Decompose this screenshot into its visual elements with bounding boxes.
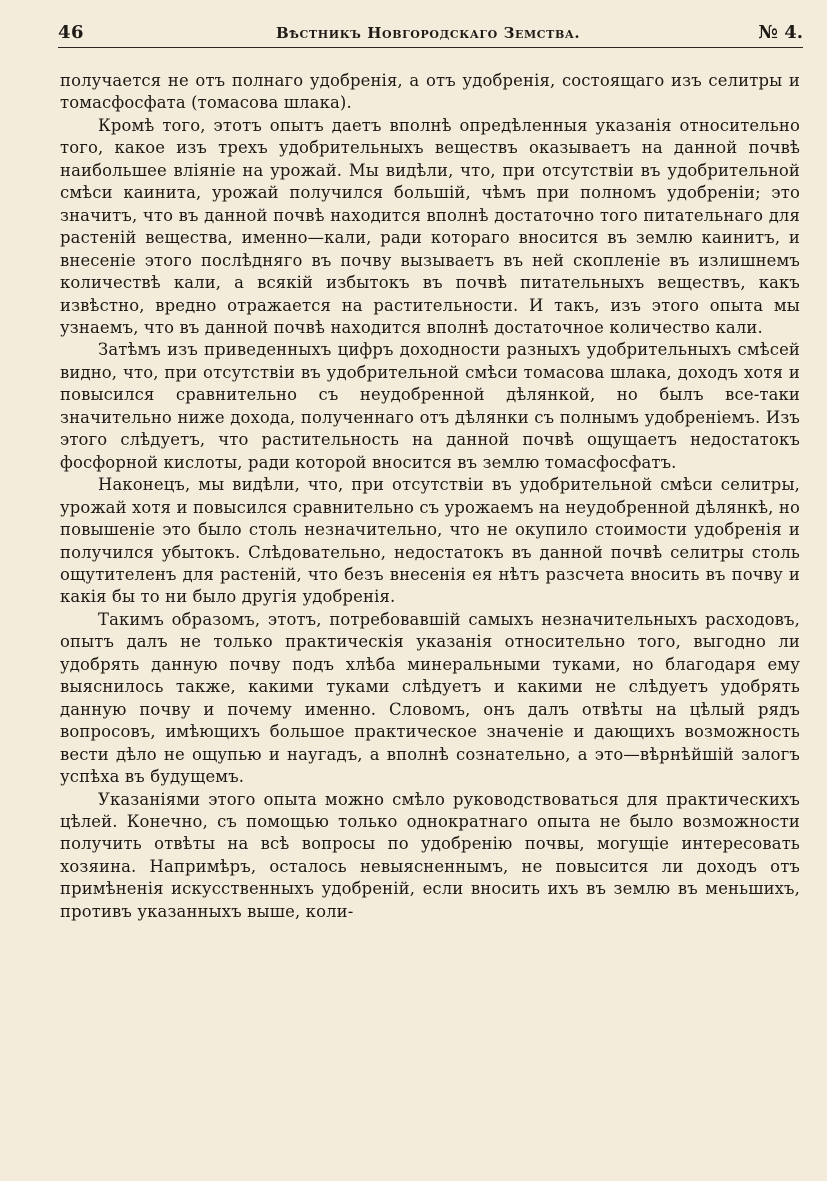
paragraph-6: Указаніями этого опыта можно смѣло руководствоваться для практическихъ цѣлей. Конечно, съ помощью только однократнаго опыта не было возможности получить отвѣты на всѣ вопросы по удобренію почвы, могущіе интересовать хозяина. Напримѣръ, осталось невыясненнымъ, не повысится ли доходъ отъ примѣненія искусственныхъ удобреній, если вносить ихъ въ землю въ меньшихъ, противъ указанныхъ выше, коли- [60, 789, 800, 921]
paragraph-3: Затѣмъ изъ приведенныхъ цифръ доходности разныхъ удобрительныхъ смѣсей видно, что, при отсутствіи въ удобрительной смѣси томасова шлака, доходъ хотя и повысился сравнительно съ неудобренной дѣлянкой, но былъ все-таки значительно ниже дохода, полученнаго отъ дѣлянки съ полнымъ удобреніемъ. Изъ этого слѣдуетъ, что растительность на данной почвѣ ощущаетъ недостатокъ фосфорной кислоты, ради которой вносится въ землю томасфосфатъ. [60, 340, 800, 472]
page-number: 46 [58, 22, 85, 43]
body-text [60, 70, 800, 923]
page-header [58, 20, 803, 46]
paragraph-1: получается не отъ полнаго удобренія, а отъ удобренія, состоящаго изъ селитры и томасфосфата (томасова шлака). [60, 71, 800, 113]
journal-title: Вѣстникъ Новгородскаго Земства. [276, 24, 581, 42]
header-rule [58, 47, 803, 48]
paragraph-2: Кромѣ того, этотъ опытъ даетъ вполнѣ опредѣленныя указанія относительно того, какое изъ трехъ удобрительныхъ веществъ оказываетъ на данной почвѣ наибольшее вліяніе на урожай. Мы видѣли, что, при отсутствіи въ удобрительной смѣси каинита, урожай получился большій, чѣмъ при полномъ удобреніи; это значитъ, что въ данной почвѣ находится вполнѣ достаточно того питательнаго для растеній вещества, именно—кали, ради котораго вносится въ землю каинитъ, и внесеніе этого послѣдняго въ почву вызываетъ въ ней скопленіе въ излишнемъ количествѣ кали, а всякій избытокъ въ почвѣ питательныхъ веществъ, какъ извѣстно, вредно отражается на растительности. И такъ, изъ этого опыта мы узнаемъ, что въ данной почвѣ находится вполнѣ достаточное количество кали. [60, 115, 800, 337]
paragraph-4: Наконецъ, мы видѣли, что, при отсутствіи въ удобрительной смѣси селитры, урожай хотя и повысился сравнительно съ урожаемъ на неудобренной дѣлянкѣ, но повышеніе это было столь незначительно, что не окупило стоимости удобренія и получился убытокъ. Слѣдовательно, недостатокъ въ данной почвѣ селитры столь ощутителенъ для растеній, что безъ внесенія ея нѣтъ разсчета вносить въ почву и какія бы то ни было другія удобренія. [60, 475, 800, 607]
paragraph-5: Такимъ образомъ, этотъ, потребовавшій самыхъ незначительныхъ расходовъ, опытъ далъ не только практическія указанія относительно того, выгодно ли удобрять данную почву подъ хлѣба минеральными туками, но благодаря ему выяснилось также, какими туками слѣдуетъ и какими не слѣдуетъ удобрять данную почву и почему именно. Словомъ, онъ далъ отвѣты на цѣлый рядъ вопросовъ, имѣющихъ большое практическое значеніе и дающихъ возможность вести дѣло не ощупью и наугадъ, а вполнѣ сознательно, а это—вѣрнѣйшій залогъ успѣха въ будущемъ. [60, 609, 800, 787]
issue-number: № 4. [758, 22, 803, 43]
